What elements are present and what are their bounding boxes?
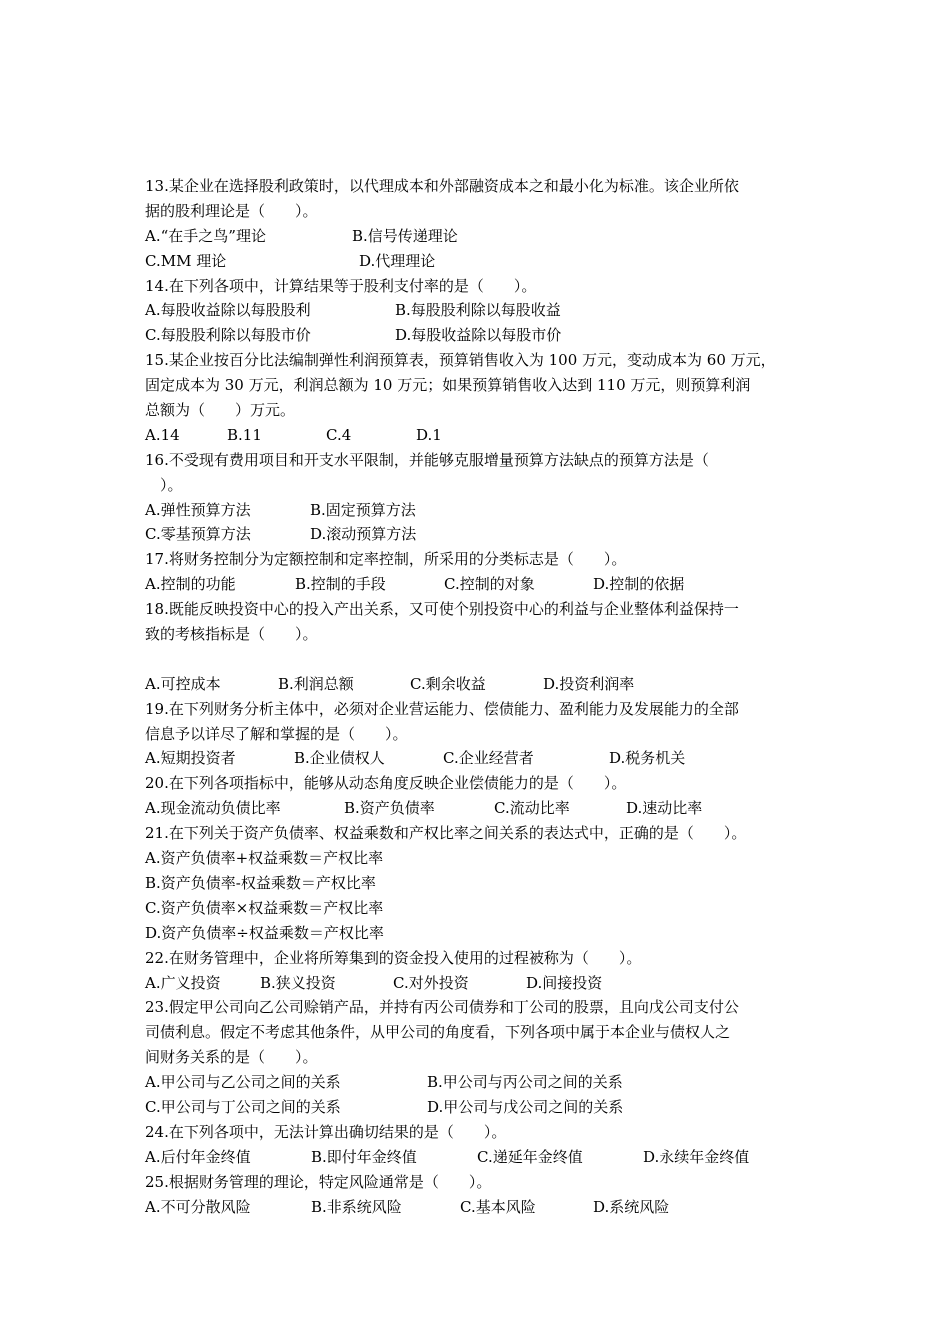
option-c: C.控制的对象 bbox=[444, 575, 535, 594]
question-text: 固定成本为 30 万元，利润总额为 10 万元；如果预算销售收入达到 110 万元，则预算利润 bbox=[145, 376, 751, 395]
blank-line bbox=[145, 647, 825, 672]
exam-page bbox=[145, 174, 825, 1219]
option-a: A.可控成本 bbox=[145, 674, 221, 693]
question-text: 21.在下列关于资产负债率、权益乘数和产权比率之间关系的表达式中，正确的是（ ）。 bbox=[145, 824, 747, 843]
option-a: A.14 bbox=[145, 425, 180, 444]
option-a: A.资产负债率+权益乘数＝产权比率 bbox=[145, 849, 384, 868]
option-c: C.对外投资 bbox=[393, 973, 469, 992]
option-b: B.非系统风险 bbox=[311, 1197, 402, 1216]
option-d: D.滚动预算方法 bbox=[310, 525, 417, 544]
option-c: C.4 bbox=[326, 425, 352, 444]
option-row bbox=[145, 1145, 825, 1170]
option-b: B.每股股利除以每股收益 bbox=[395, 301, 561, 320]
question-text: 23.假定甲公司向乙公司赊销产品，并持有丙公司债券和丁公司的股票，且向戊公司支付公 bbox=[145, 998, 739, 1017]
question-text: 间财务关系的是（ ）。 bbox=[145, 1048, 318, 1067]
option-row bbox=[145, 249, 825, 274]
option-c: C.甲公司与丁公司之间的关系 bbox=[145, 1097, 341, 1116]
option-b: B.企业债权人 bbox=[294, 749, 385, 768]
option-d: D.甲公司与戊公司之间的关系 bbox=[427, 1097, 624, 1116]
option-row bbox=[145, 423, 825, 448]
option-b: B.甲公司与丙公司之间的关系 bbox=[427, 1073, 623, 1092]
option-a: A.控制的功能 bbox=[145, 575, 236, 594]
option-c: C.流动比率 bbox=[494, 799, 570, 818]
option-c: C.零基预算方法 bbox=[145, 525, 251, 544]
option-row bbox=[145, 224, 825, 249]
option-c: C.剩余收益 bbox=[410, 674, 486, 693]
option-row bbox=[145, 746, 825, 771]
question-16 bbox=[145, 448, 825, 548]
option-a: A.每股收益除以每股股利 bbox=[145, 301, 311, 320]
question-18 bbox=[145, 597, 825, 697]
question-text: 22.在财务管理中，企业将所筹集到的资金投入使用的过程被称为（ ）。 bbox=[145, 948, 642, 967]
question-24 bbox=[145, 1120, 825, 1170]
question-15 bbox=[145, 348, 825, 448]
question-14 bbox=[145, 274, 825, 349]
option-a: A.短期投资者 bbox=[145, 749, 236, 768]
question-text: 20.在下列各项指标中，能够从动态角度反映企业偿债能力的是（ ）。 bbox=[145, 774, 627, 793]
option-a: A.不可分散风险 bbox=[145, 1197, 251, 1216]
option-a: A.“在手之鸟”理论 bbox=[145, 226, 266, 245]
option-c: C.基本风险 bbox=[460, 1197, 536, 1216]
question-13 bbox=[145, 174, 825, 274]
option-d: D.控制的依据 bbox=[593, 575, 685, 594]
question-22 bbox=[145, 946, 825, 996]
option-row bbox=[145, 522, 825, 547]
option-b: B.即付年金终值 bbox=[311, 1147, 417, 1166]
option-d: D.投资利润率 bbox=[543, 674, 635, 693]
option-d: D.资产负债率÷权益乘数＝产权比率 bbox=[145, 923, 384, 942]
option-b: B.资产负债率-权益乘数＝产权比率 bbox=[145, 873, 376, 892]
question-25 bbox=[145, 1170, 825, 1220]
option-b: B.狭义投资 bbox=[260, 973, 336, 992]
option-d: D.代理理论 bbox=[359, 251, 436, 270]
question-text: 14.在下列各项中，计算结果等于股利支付率的是（ ）。 bbox=[145, 276, 537, 295]
option-row bbox=[145, 1095, 825, 1120]
question-17 bbox=[145, 547, 825, 597]
option-b: B.利润总额 bbox=[278, 674, 354, 693]
option-row bbox=[145, 572, 825, 597]
question-text: 17.将财务控制分为定额控制和定率控制，所采用的分类标志是（ ）。 bbox=[145, 550, 627, 569]
option-c: C.递延年金终值 bbox=[477, 1147, 583, 1166]
question-text: 据的股利理论是（ ）。 bbox=[145, 201, 318, 220]
option-row bbox=[145, 672, 825, 697]
option-b: B.控制的手段 bbox=[295, 575, 386, 594]
question-text: 总额为（ ）万元。 bbox=[145, 401, 296, 420]
question-text: 19.在下列财务分析主体中，必须对企业营运能力、偿债能力、盈利能力及发展能力的全部 bbox=[145, 699, 739, 718]
option-a: A.甲公司与乙公司之间的关系 bbox=[145, 1073, 341, 1092]
option-d: D.间接投资 bbox=[526, 973, 603, 992]
option-row bbox=[145, 298, 825, 323]
question-19 bbox=[145, 697, 825, 772]
option-d: D.速动比率 bbox=[626, 799, 703, 818]
option-d: D.永续年金终值 bbox=[643, 1147, 750, 1166]
option-d: D.1 bbox=[416, 425, 442, 444]
option-row bbox=[145, 1195, 825, 1220]
option-a: A.广义投资 bbox=[145, 973, 221, 992]
question-23 bbox=[145, 995, 825, 1119]
option-b: B.信号传递理论 bbox=[352, 226, 458, 245]
question-text: ）。 bbox=[145, 475, 183, 494]
question-20 bbox=[145, 771, 825, 821]
option-row bbox=[145, 1070, 825, 1095]
option-d: D.每股收益除以每股市价 bbox=[395, 326, 562, 345]
option-row bbox=[145, 796, 825, 821]
option-b: B.11 bbox=[227, 425, 262, 444]
option-b: B.资产负债率 bbox=[344, 799, 435, 818]
question-text: 24.在下列各项中，无法计算出确切结果的是（ ）。 bbox=[145, 1122, 507, 1141]
option-row bbox=[145, 498, 825, 523]
option-c: C.MM 理论 bbox=[145, 251, 227, 270]
option-c: C.企业经营者 bbox=[443, 749, 534, 768]
question-text: 25.根据财务管理的理论，特定风险通常是（ ）。 bbox=[145, 1172, 492, 1191]
option-a: A.现金流动负债比率 bbox=[145, 799, 281, 818]
question-text: 致的考核指标是（ ）。 bbox=[145, 625, 318, 644]
question-text: 13.某企业在选择股利政策时，以代理成本和外部融资成本之和最小化为标准。该企业所依 bbox=[145, 177, 739, 195]
option-row bbox=[145, 971, 825, 996]
option-c: C.每股股利除以每股市价 bbox=[145, 326, 311, 345]
question-text: 15.某企业按百分比法编制弹性利润预算表，预算销售收入为 100 万元，变动成本为 60 万元， bbox=[145, 351, 776, 370]
question-text: 16.不受现有费用项目和开支水平限制，并能够克服增量预算方法缺点的预算方法是（ bbox=[145, 450, 709, 469]
question-text: 18.既能反映投资中心的投入产出关系，又可使个别投资中心的利益与企业整体利益保持一 bbox=[145, 600, 739, 619]
option-row bbox=[145, 323, 825, 348]
question-text: 信息予以详尽了解和掌握的是（ ）。 bbox=[145, 724, 408, 743]
option-a: A.弹性预算方法 bbox=[145, 500, 251, 519]
question-text: 司债利息。假定不考虑其他条件，从甲公司的角度看，下列各项中属于本企业与债权人之 bbox=[145, 1023, 731, 1042]
option-b: B.固定预算方法 bbox=[310, 500, 416, 519]
option-d: D.税务机关 bbox=[609, 749, 686, 768]
option-a: A.后付年金终值 bbox=[145, 1147, 251, 1166]
question-21 bbox=[145, 821, 825, 945]
option-d: D.系统风险 bbox=[593, 1197, 670, 1216]
option-c: C.资产负债率×权益乘数＝产权比率 bbox=[145, 898, 384, 917]
